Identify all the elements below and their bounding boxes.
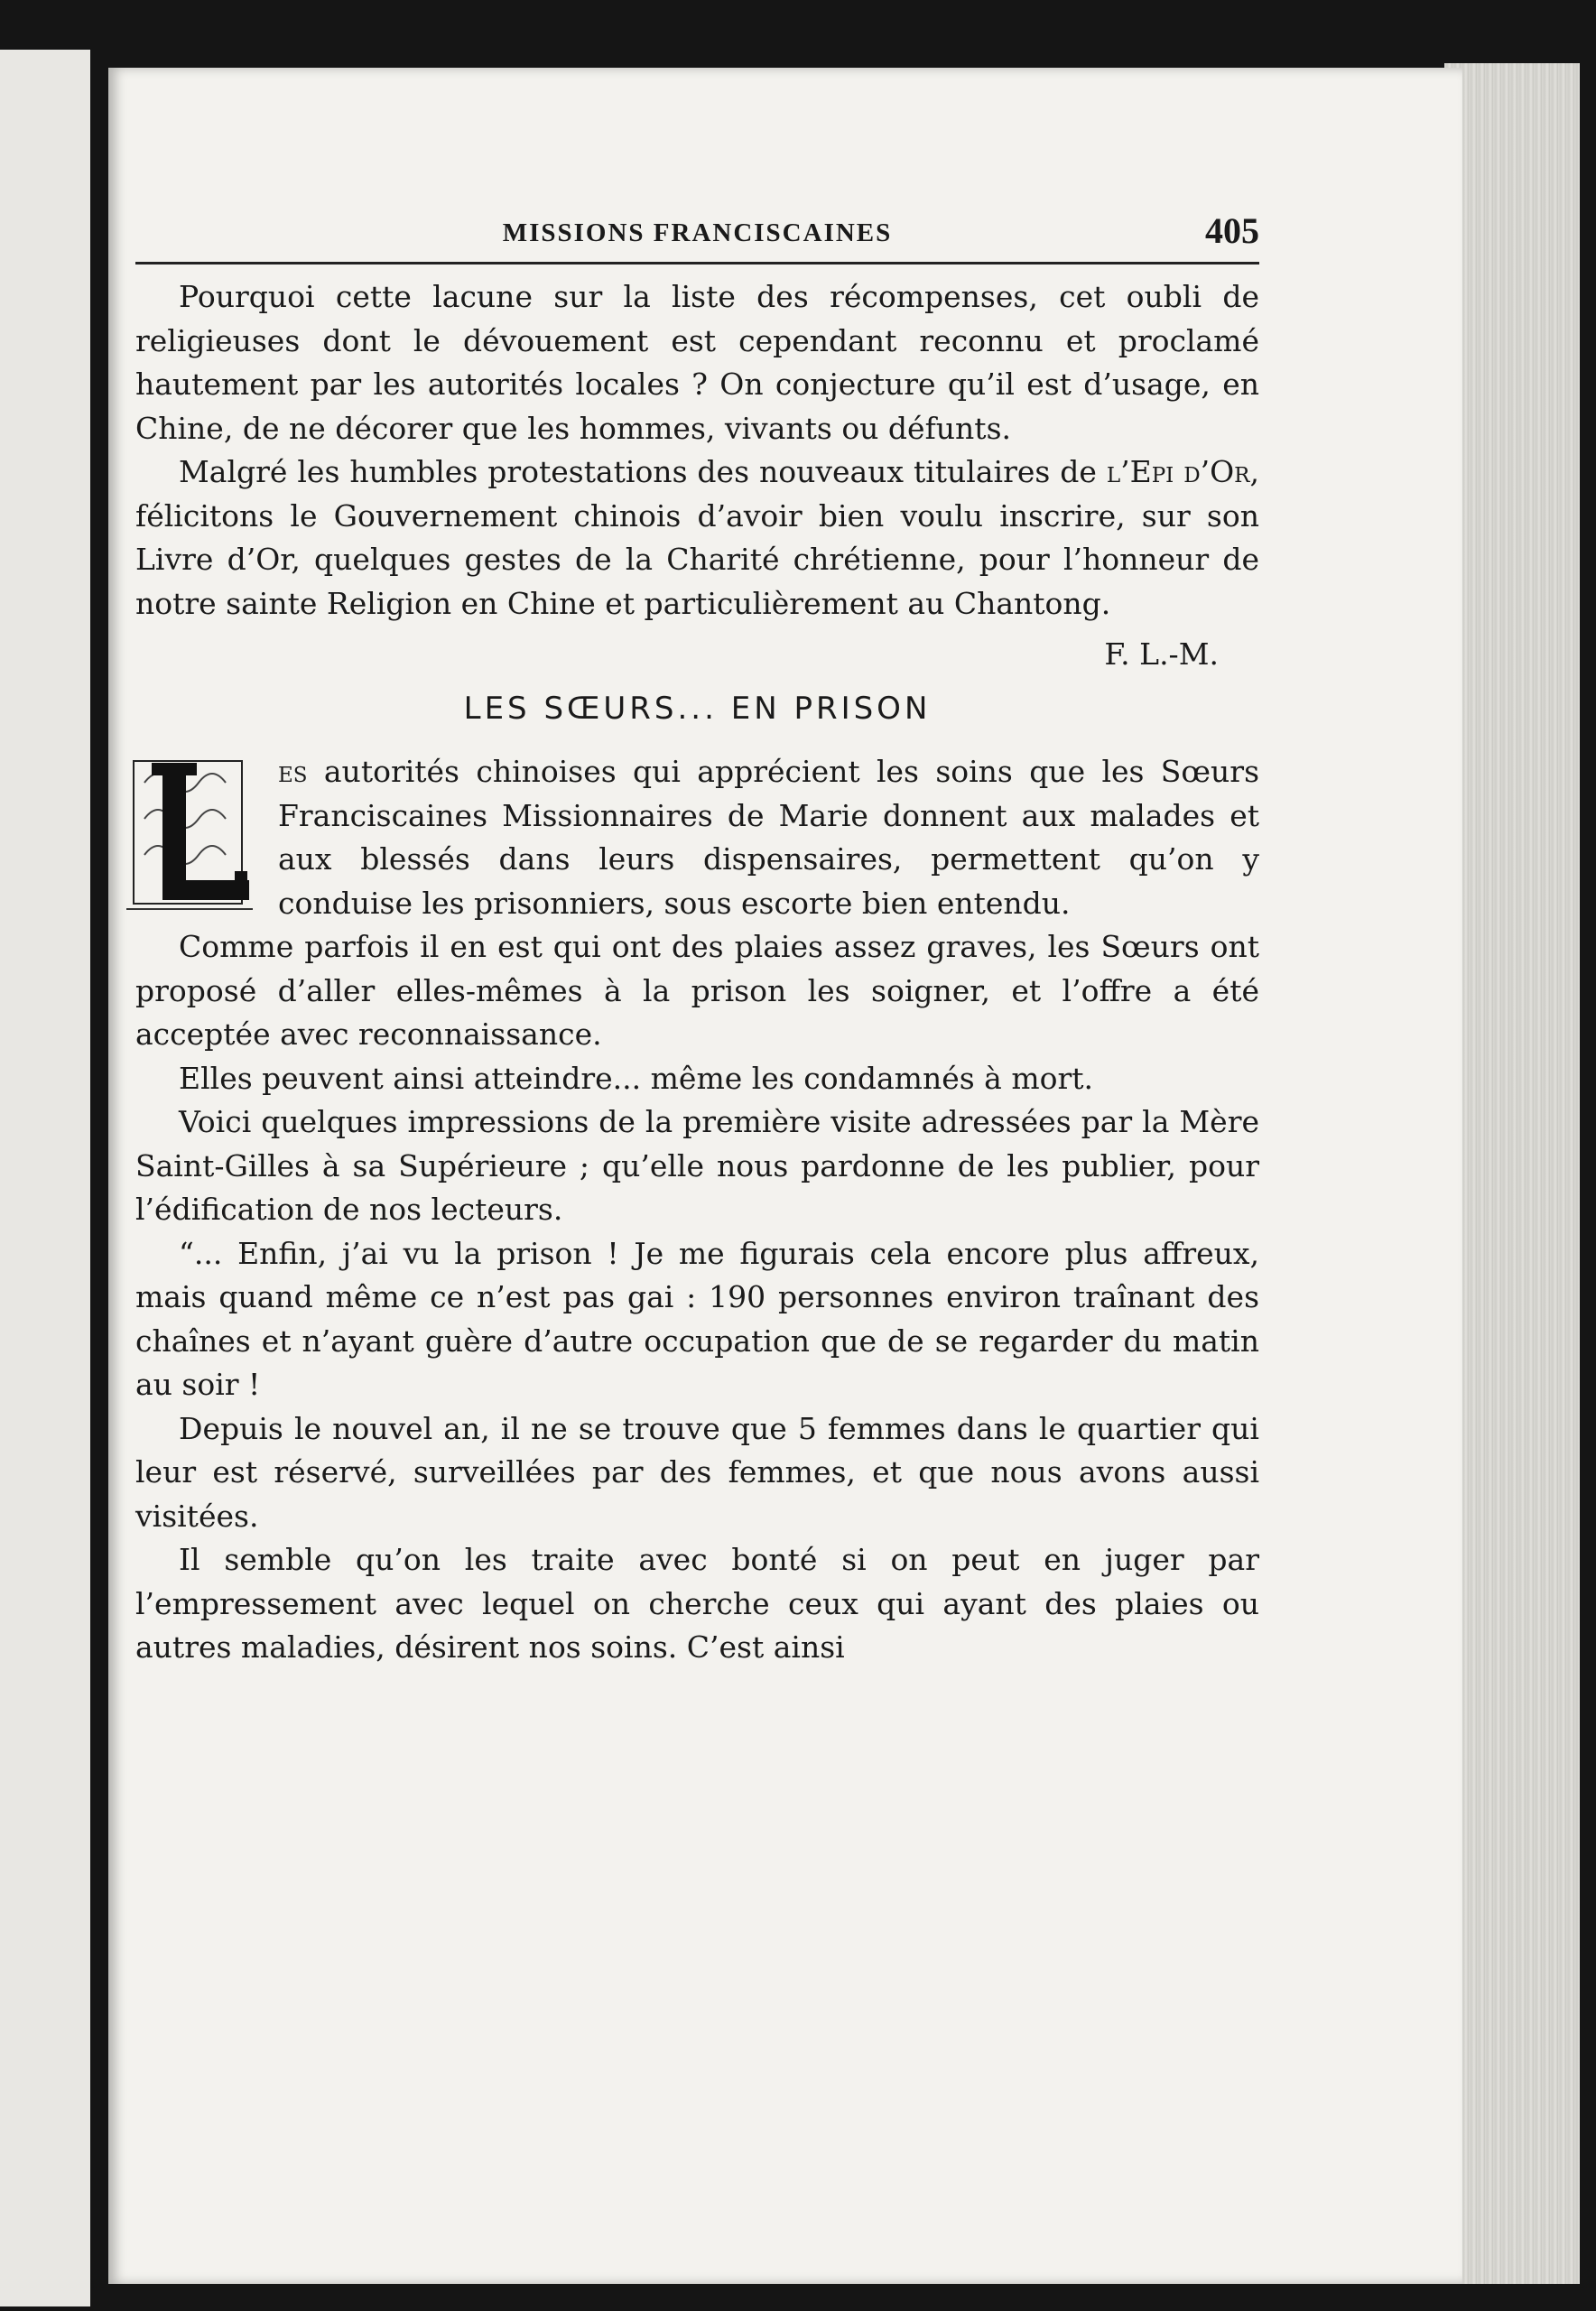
page-text [135, 208, 1259, 1670]
paragraph-6: Voici quelques impressions de la première visite adressées par la Mère Saint-Gilles à sa Supérieure ; qu’elle nous pardonne de les publier, pour l’édification de nos lecteurs. [135, 1104, 1259, 1227]
paragraph-7: “... Enfin, j’ai vu la prison ! Je me figurais cela encore plus affreux, mais quand même ce n’est pas gai : 190 personnes environ traînant des chaînes et n’ayant guère d’autre occupation que de se regarder du matin au soir ! [135, 1235, 1259, 1402]
paragraph-8: Depuis le nouvel an, il ne se trouve que 5 femmes dans le quartier qui leur est réservé, surveillées par des femmes, et que nous avons aussi visitées. [135, 1410, 1259, 1534]
paragraph-3 [135, 750, 1259, 925]
page-stack-edges [1444, 63, 1580, 2284]
ornamental-dropcap [126, 756, 262, 914]
paragraph-2-end: , félicitons le Gouvernement chinois d’avoir bien voulu inscrire, sur son Livre d’Or, quelques gestes de la Charité chrétienne, pour l’honneur de notre sainte Religion en Chine et particulièrement au Chantong. [135, 454, 1259, 621]
paragraph-1: Pourquoi cette lacune sur la liste des récompenses, cet oubli de religieuses dont le dévouement est cependant reconnu et proclamé hautement par les autorités locales ? On conjecture qu’il est d’usage, en Chine, de ne décorer que les hommes, vivants ou défunts. [135, 279, 1259, 446]
paragraph-5: Elles peuvent ainsi atteindre... même les condamnés à mort. [179, 1060, 1094, 1096]
section-title: LES SŒURS... EN PRISON [463, 691, 932, 727]
paragraph-4: Comme parfois il en est qui ont des plaies assez graves, les Sœurs ont proposé d’aller elles-mêmes à la prison les soigner, et l’offre a été acceptée avec reconnaissance. [135, 929, 1259, 1052]
page-number: 405 [1205, 210, 1259, 251]
running-head [135, 208, 1259, 265]
paragraph-2 [135, 450, 1259, 626]
paragraph-2-start: Malgré les humbles protestations des nouveaux titulaires de [179, 454, 1107, 489]
running-title: MISSIONS FRANCISCAINES [502, 218, 893, 247]
dropcap-ornament-icon [126, 756, 262, 914]
author-signature: F. L.-M. [1104, 636, 1219, 672]
lead-in: es [278, 754, 308, 789]
facing-page-edge [0, 50, 90, 2306]
award-name: l’Epi d’Or [1106, 454, 1250, 489]
paragraph-9: Il semble qu’on les traite avec bonté si on peut en juger par l’empressement avec lequel on cherche ceux qui ayant des plaies ou autres maladies, désirent nos soins. C’est ainsi [135, 1542, 1259, 1665]
paragraph-3-text: autorités chinoises qui apprécient les soins que les Sœurs Franciscaines Missionnaires de Marie donnent aux malades et aux blessés dans leurs dispensaires, permettent qu’on y conduise les prisonniers, sous escorte bien entendu. [278, 754, 1259, 921]
